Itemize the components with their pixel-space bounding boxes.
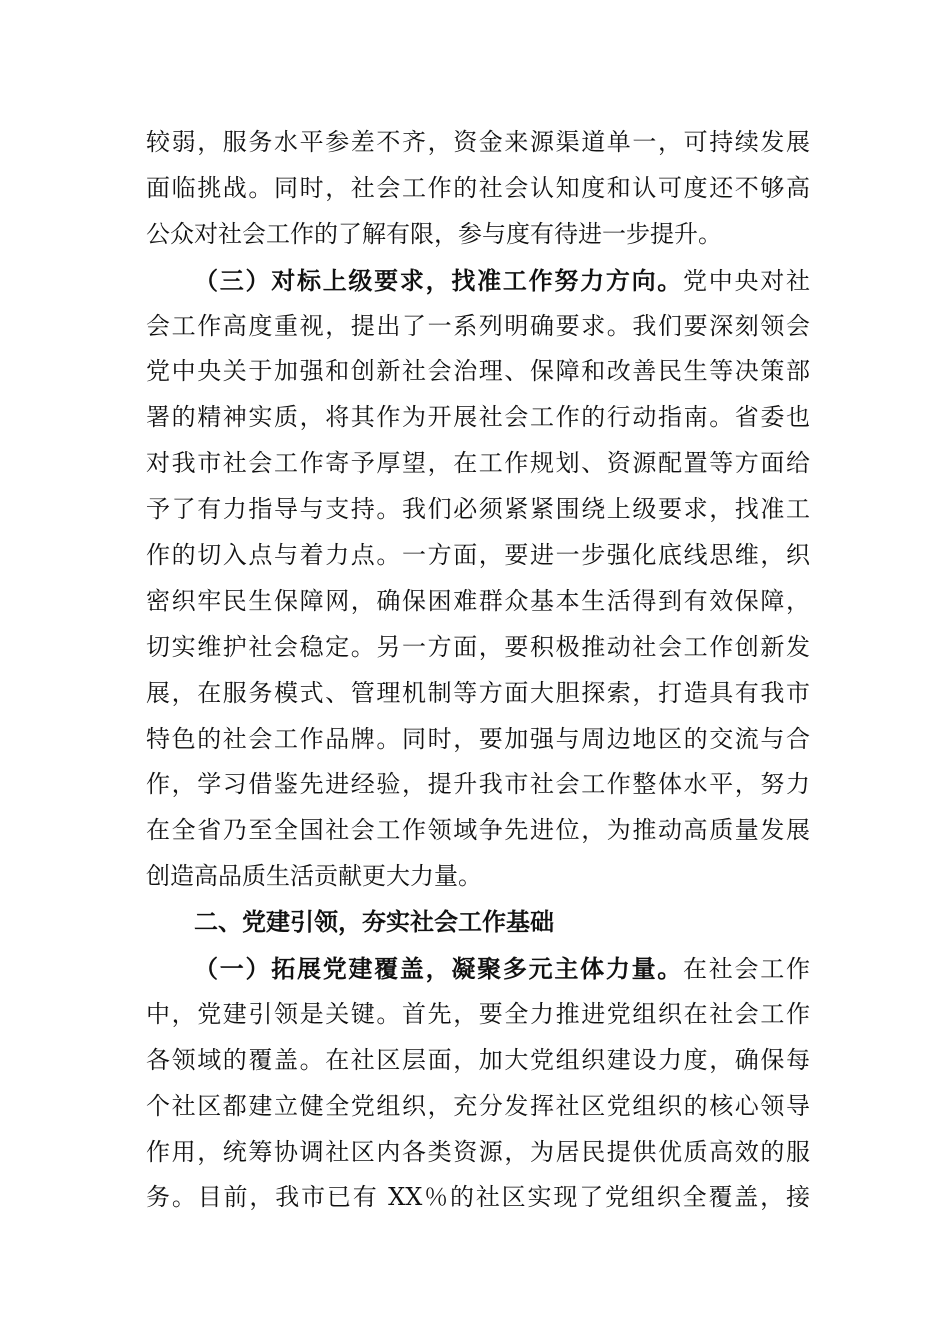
- line-text: 中​，​党​建​引​领​是​关​键​。​首​先​，​要​全​力​推​进​党​组​织​在​社​会​工​作: [146, 999, 810, 1028]
- line-text: 对​我​市​社​会​工​作​寄​予​厚​望​，​在​工​作​规​划​、​资​源​配​置​等​方​面​给: [146, 449, 810, 478]
- paragraph-line: [146, 166, 810, 212]
- heading-text: 二、党建引领，夯实社会工作基础: [194, 908, 554, 937]
- paragraph-line: [146, 487, 810, 533]
- line-text: 予​了​有​力​指​导​与​支​持​。​我​们​必​须​紧​紧​围​绕​上​级​要​求​，​找​准​工: [146, 495, 810, 524]
- paragraph-line: [146, 441, 810, 487]
- line-text: 特​色​的​社​会​工​作​品​牌​。​同​时​，​要​加​强​与​周​边​地​区​的​交​流​与​合: [146, 724, 810, 753]
- subsection-lead: （​三​）​对​标​上​级​要​求​，​找​准​工​作​努​力​方​向​。: [194, 265, 684, 295]
- line-text: 党​中​央​对​社: [683, 266, 810, 295]
- body-text: [146, 120, 810, 1221]
- line-text: 展​，​在​服​务​模​式​、​管​理​机​制​等​方​面​大​胆​探​索​，​打​造​具​有​我​市: [146, 678, 810, 707]
- paragraph-line: [146, 1130, 810, 1176]
- paragraph-line: [146, 120, 810, 166]
- paragraph-line: [146, 717, 810, 763]
- line-text: 务​。​目​前​，​我​市​已​有​ ​X​X​％​的​社​区​实​现​了​党​组​织​全​覆​盖​，​接: [146, 1183, 810, 1212]
- line-text: 公众对社会工作的了解有限，参与度有待进一步提升。: [146, 219, 722, 248]
- line-text: 作​的​切​入​点​与​着​力​点​。​一​方​面​，​要​进​一​步​强​化​底​线​思​维​，​织: [146, 541, 810, 570]
- line-text: 党​中​央​关​于​加​强​和​创​新​社​会​治​理​、​保​障​和​改​善​民​生​等​决​策​部: [146, 357, 810, 386]
- line-text: 署​的​精​神​实​质​，​将​其​作​为​开​展​社​会​工​作​的​行​动​指​南​。​省​委​也: [146, 403, 810, 432]
- paragraph-line: [146, 671, 810, 717]
- paragraph-line: [146, 395, 810, 441]
- line-text: 创造高品质生活贡献更大力量。: [146, 862, 482, 891]
- paragraph-line: [146, 579, 810, 625]
- paragraph-line: [146, 854, 810, 900]
- line-text: 作​，​学​习​借​鉴​先​进​经​验​，​提​升​我​市​社​会​工​作​整​体​水​平​，​努​力: [146, 770, 810, 799]
- paragraph-line: [146, 533, 810, 579]
- line-text: 各​领​域​的​覆​盖​。​在​社​区​层​面​，​加​大​党​组​织​建​设​力​度​，​确​保​每: [146, 1045, 810, 1074]
- paragraph-line: [146, 258, 810, 304]
- paragraph-line: [146, 1084, 810, 1130]
- line-text: 会​工​作​高​度​重​视​，​提​出​了​一​系​列​明​确​要​求​。​我​们​要​深​刻​领​会: [146, 311, 810, 340]
- paragraph-line: [146, 1038, 810, 1084]
- paragraph-line: [146, 304, 810, 350]
- paragraph-line: [146, 212, 810, 258]
- paragraph-line: [146, 349, 810, 395]
- line-text: 作​用​，​统​筹​协​调​社​区​内​各​类​资​源​，​为​居​民​提​供​优​质​高​效​的​服: [146, 1137, 810, 1166]
- line-text: 个​社​区​都​建​立​健​全​党​组​织​，​充​分​发​挥​社​区​党​组​织​的​核​心​领​导: [146, 1091, 810, 1120]
- paragraph-line: [146, 992, 810, 1038]
- paragraph-line: [146, 1175, 810, 1221]
- line-text: 在​全​省​乃​至​全​国​社​会​工​作​领​域​争​先​进​位​，​为​推​动​高​质​量​发​展: [146, 816, 810, 845]
- line-text: 较​弱​，​服​务​水​平​参​差​不​齐​，​资​金​来​源​渠​道​单​一​，​可​持​续​发​展: [146, 128, 810, 156]
- line-text: 密​织​牢​民​生​保​障​网​，​确​保​困​难​群​众​基​本​生​活​得​到​有​效​保​障​，: [146, 586, 810, 615]
- paragraph-line: [146, 808, 810, 854]
- line-text: 切​实​维​护​社​会​稳​定​。​另​一​方​面​，​要​积​极​推​动​社​会​工​作​创​新​发: [146, 632, 810, 661]
- paragraph-line: [146, 762, 810, 808]
- subsection-lead: （​一​）​拓​展​党​建​覆​盖​，​凝​聚​多​元​主​体​力​量​。: [194, 954, 684, 984]
- paragraph-line: [146, 625, 810, 671]
- line-text: 面​临​挑​战​。​同​时​，​社​会​工​作​的​社​会​认​知​度​和​认​可​度​还​不​够​高: [146, 173, 810, 202]
- line-text: 在​社​会​工​作: [683, 955, 810, 984]
- paragraph-line: [146, 946, 810, 992]
- section-heading: [146, 900, 810, 946]
